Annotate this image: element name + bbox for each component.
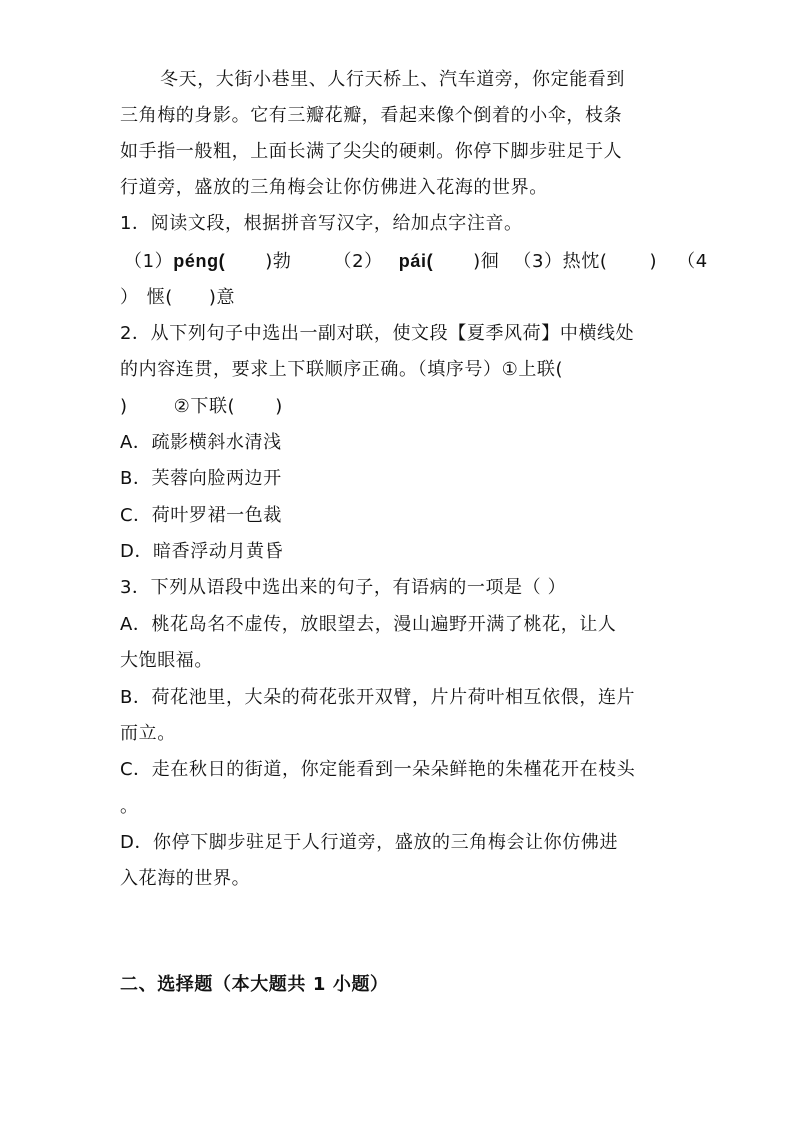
q1-item1-tail: )勃 <box>265 251 292 272</box>
q2-option-c: C．荷叶罗裙一色裁 <box>120 505 282 526</box>
passage-line-3: 如手指一般粗，上面长满了尖尖的硬刺。你停下脚步驻足于人 <box>120 141 623 162</box>
passage-line-1: 冬天，大街小巷里、人行天桥上、汽车道旁，你定能看到 <box>160 69 625 90</box>
q2-stem-line-1: 2．从下列句子中选出一副对联，使文段【夏季风荷】中横线处 <box>120 323 635 344</box>
section-2-heading: 二、选择题（本大题共 1 小题） <box>120 974 389 995</box>
q3-option-a-line-2: 大饱眼福。 <box>120 650 213 671</box>
q1-item4-text: 惬( <box>146 287 173 308</box>
q3-option-a-line-1: A．桃花岛名不虚传，放眼望去，漫山遍野开满了桃花，让人 <box>120 614 617 635</box>
q2-option-a: A．疏影横斜水清浅 <box>120 432 282 453</box>
q1-items-row <box>124 249 708 274</box>
q1-stem: 1．阅读文段，根据拼音写汉字，给加点字注音。 <box>120 213 523 234</box>
q1-item4-close: ） <box>120 287 139 308</box>
q3-option-c-line-2: 。 <box>120 796 139 817</box>
q2-stem-line-2: 的内容连贯，要求上下联顺序正确。（填序号）①上联( <box>120 359 564 380</box>
q3-option-b-line-2: 而立。 <box>120 723 176 744</box>
q2-stem-line-3 <box>120 395 680 419</box>
q3-stem: 3．下列从语段中选出来的句子，有语病的一项是（ ） <box>120 577 567 598</box>
q1-item2-tail: )徊 <box>473 251 500 272</box>
q1-item4-tail: )意 <box>208 287 236 308</box>
q3-option-b-line-1: B．荷花池里，大朵的荷花张开双臂，片片荷叶相互依偎，连片 <box>120 687 636 708</box>
passage-line-2: 三角梅的身影。它有三瓣花瓣，看起来像个倒着的小伞，枝条 <box>120 105 623 126</box>
q3-option-c-line-1: C．走在秋日的街道，你定能看到一朵朵鲜艳的朱槿花开在枝头 <box>120 759 636 780</box>
q2-option-b: B．芙蓉向脸两边开 <box>120 468 282 489</box>
q1-item4-num: （4 <box>677 251 708 272</box>
q1-item2-num: （2） <box>333 251 383 272</box>
q1-item3-text: （3）热忱( <box>513 251 608 272</box>
q2-lower-close: ) <box>275 396 283 417</box>
q3-option-d-line-2: 入花海的世界。 <box>120 868 251 889</box>
passage-line-4: 行道旁，盛放的三角梅会让你仿佛进入花海的世界。 <box>120 177 548 198</box>
q1-item3-tail: ) <box>649 251 658 272</box>
q2-upper-close: ) <box>120 396 128 417</box>
q2-option-d: D．暗香浮动月黄昏 <box>120 541 284 562</box>
q1-item2-pinyin: pái( <box>398 251 434 271</box>
q1-item1-num: （1） <box>124 251 174 272</box>
q1-item1-pinyin: péng( <box>173 251 226 271</box>
q2-lower-label: ②下联( <box>173 396 236 417</box>
q3-option-d-line-1: D．你停下脚步驻足于人行道旁，盛放的三角梅会让你仿佛进 <box>120 832 619 853</box>
q1-items-row-2 <box>120 286 680 310</box>
